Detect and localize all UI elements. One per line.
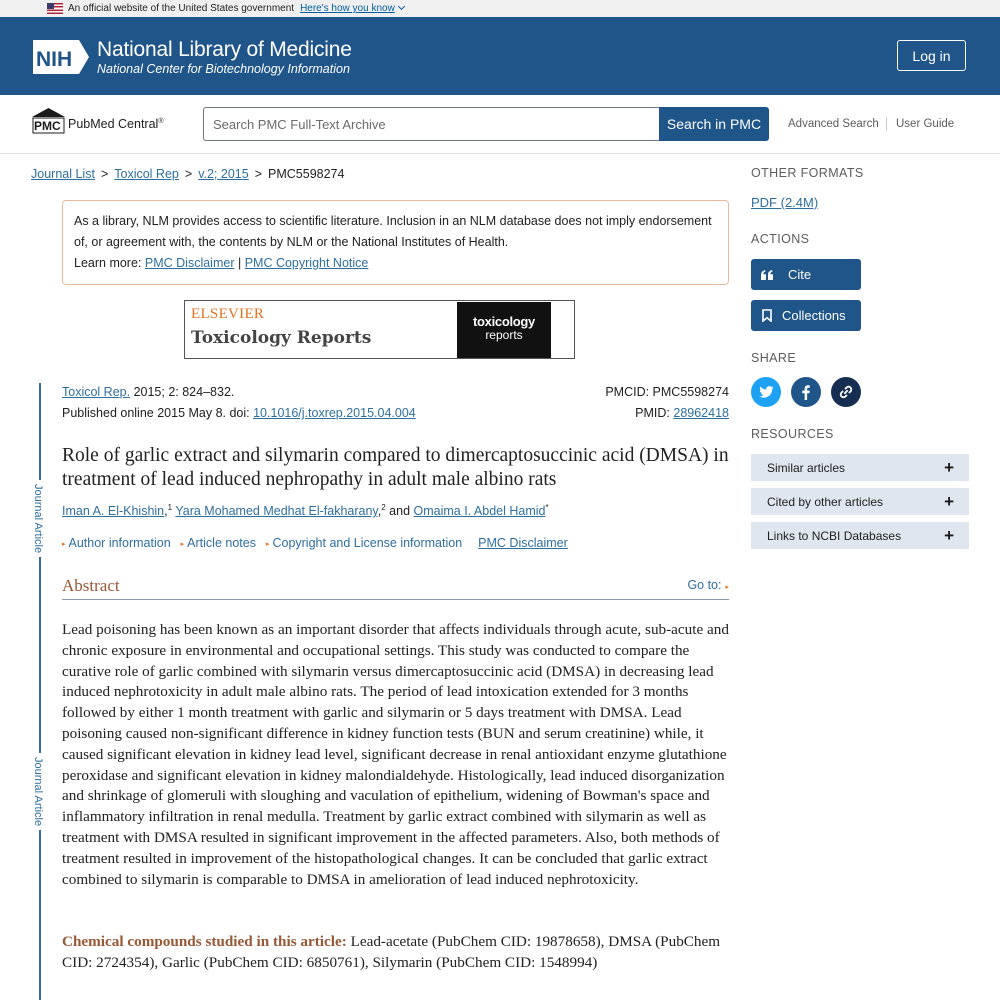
author-affiliation[interactable]: 1	[167, 503, 173, 512]
abstract-heading: Abstract	[62, 576, 120, 595]
author-affiliation[interactable]: 2	[381, 503, 386, 512]
search-button[interactable]: Search in PMC	[659, 107, 769, 141]
ncbi-links-label: Links to NCBI Databases	[767, 528, 902, 543]
pmc-disclaimer-link-article[interactable]: PMC Disclaimer	[478, 536, 568, 550]
cited-by-label: Cited by other articles	[767, 494, 884, 509]
breadcrumb-current: PMC5598274	[268, 167, 345, 181]
triangle-right-icon: ▸	[725, 584, 729, 591]
breadcrumb-journal-list[interactable]: Journal List	[31, 167, 95, 181]
triangle-right-icon: ▸	[180, 541, 185, 548]
ncbi-links-accordion[interactable]	[751, 522, 969, 549]
chemical-compounds-text: Lead-acetate (PubChem CID: 19878658), DMSA (PubChem CID: 2724354), Garlic (PubChem CID: 6850761), Silymarin (PubChem CID: 1548994)	[62, 933, 721, 971]
triangle-right-icon: ▸	[265, 541, 270, 548]
link-icon	[838, 384, 854, 400]
similar-articles-accordion[interactable]	[751, 454, 969, 481]
article-side-line	[39, 383, 41, 1000]
login-button[interactable]: Log in	[897, 40, 966, 71]
svg-text:PMC: PMC	[34, 119, 61, 133]
pmid-line	[635, 406, 729, 420]
pmc-logo-icon[interactable]	[31, 106, 66, 134]
resources-heading: RESOURCES	[751, 427, 834, 441]
author-link[interactable]: Iman A. El-Khishin	[62, 504, 165, 519]
nlm-notice	[62, 200, 729, 285]
publisher-name: ELSEVIER	[191, 306, 265, 322]
cite-button[interactable]	[751, 259, 861, 290]
journal-name: Toxicology Reports	[191, 328, 372, 348]
copyright-info-toggle[interactable]: ▸ Copyright and License information	[265, 536, 463, 550]
citation-line	[62, 385, 234, 399]
plus-icon: +	[944, 526, 954, 545]
breadcrumb-toxicol-rep[interactable]: Toxicol Rep	[114, 167, 179, 181]
journal-article-side-tab: Journal Article	[32, 753, 44, 830]
chemical-compounds-label: Chemical compounds studied in this article:	[62, 933, 347, 950]
abstract-heading-bar	[62, 576, 729, 600]
learn-more-label: Learn more:	[74, 256, 142, 270]
article-info-links	[62, 536, 568, 550]
triangle-right-icon: ▸	[62, 541, 66, 548]
breadcrumb-separator: >	[254, 167, 263, 181]
plus-icon: +	[944, 492, 954, 511]
cited-by-accordion[interactable]	[751, 488, 969, 515]
other-formats-heading: OTHER FORMATS	[751, 166, 864, 180]
breadcrumb-separator: >	[184, 167, 193, 181]
pmc-copyright-link[interactable]: PMC Copyright Notice	[244, 256, 369, 270]
breadcrumb	[31, 167, 344, 181]
authors: Iman A. El-Khishin,$^1$ Yara Mohamed Medhat El-fakharany,$^2$ and Omaima I. Abdel Hamid*	[62, 503, 549, 519]
gov-banner	[0, 0, 1000, 17]
author-link[interactable]: Yara Mohamed Medhat El-fakharany	[175, 504, 378, 519]
chemical-compounds	[62, 932, 729, 974]
cite-label: Cite	[788, 267, 812, 282]
bookmark-icon	[760, 309, 774, 322]
journal-article-side-tab: Journal Article	[32, 480, 44, 557]
published-text: Published online 2015 May 8. doi:	[62, 406, 254, 420]
pmcid: PMCID: PMC5598274	[605, 385, 729, 399]
author-link[interactable]: Omaima I. Abdel Hamid	[413, 504, 546, 519]
go-to-menu[interactable]: Go to: ▸	[687, 578, 729, 592]
pmid-label: PMID:	[635, 406, 674, 420]
article-title: Role of garlic extract and silymarin compared to dimercaptosuccinic acid (DMSA) in treatment of lead induced nephropathy in adult male albino rats	[62, 445, 729, 490]
breadcrumb-volume[interactable]: v.2; 2015	[198, 167, 249, 181]
pdf-link[interactable]: PDF (2.4M)	[751, 195, 819, 210]
notice-divider: |	[237, 256, 242, 270]
plus-icon: +	[944, 458, 954, 477]
pmc-search-bar	[0, 95, 1000, 154]
pmc-disclaimer-link[interactable]: PMC Disclaimer	[144, 256, 235, 270]
journal-logo: toxicology reports	[457, 302, 551, 358]
advanced-search-link[interactable]: Advanced Search	[788, 118, 879, 130]
twitter-share-button[interactable]	[751, 377, 781, 407]
user-guide-link[interactable]: User Guide	[896, 118, 955, 130]
nih-header	[0, 17, 1000, 95]
search-input[interactable]	[203, 107, 660, 141]
citation-volume: 2015; 2: 824–832.	[133, 385, 235, 399]
collections-label: Collections	[782, 308, 846, 323]
nih-logo-icon[interactable]	[31, 38, 91, 76]
twitter-icon	[759, 386, 774, 398]
chevron-down-icon	[398, 3, 405, 10]
author-information-toggle[interactable]: ▸ Author information	[62, 536, 171, 550]
quote-icon	[760, 270, 774, 280]
article-notes-toggle[interactable]: ▸ Article notes	[180, 536, 256, 550]
copy-link-button[interactable]	[831, 377, 861, 407]
journal-banner[interactable]	[184, 300, 575, 359]
collections-button[interactable]	[751, 300, 861, 331]
svg-text:NIH: NIH	[36, 48, 73, 71]
pmid-link[interactable]: 28962418	[673, 406, 729, 420]
site-subtitle: National Center for Biotechnology Information	[97, 62, 350, 76]
pubmed-central-label[interactable]: PubMed Central®	[68, 117, 164, 131]
heres-how-you-know-link[interactable]: Here's how you know	[300, 3, 404, 14]
doi-link[interactable]: 10.1016/j.toxrep.2015.04.004	[253, 406, 416, 420]
share-heading: SHARE	[751, 351, 797, 365]
facebook-icon	[802, 385, 810, 400]
published-line	[62, 406, 416, 420]
actions-heading: ACTIONS	[751, 232, 810, 246]
author-affiliation[interactable]: *	[545, 503, 549, 512]
journal-link[interactable]: Toxicol Rep.	[62, 385, 131, 399]
gov-banner-text: An official website of the United States government	[68, 3, 295, 14]
site-title[interactable]: National Library of Medicine	[97, 38, 352, 61]
facebook-share-button[interactable]	[791, 377, 821, 407]
abstract-text: Lead poisoning has been known as an important disorder that affects individuals through acute, sub-acute and chronic exposure in environmental and occupational settings. This study was conducted to compare the curative role of garlic combined with silymarin versus dimercaptosuccinic acid (DMSA) in decreasing lead induced nephrotoxicity in adult male albino rats. The period of lead intoxication extended for 3 months followed by either 1 month treatment with garlic and silymarin or 5 days treatment with DMSA. Lead poisoning caused non-significant difference in kidney function tests (BUN and serum creatinine) while, it caused significant elevation in kidney lead level, significant decrease in renal antioxidant enzyme glutathione peroxidase and significant elevation in kidney malondialdehyde. Histologically, lead induced disorganization and shrinkage of glomeruli with sloughing and vaculation of epithelium, widening of Bowman's space and inflammatory infiltration in renal medulla. Treatment by garlic extract combined with silymarin as well as treatment with DMSA resulted in significant improvement in the affected parameters. Also, both methods of treatment resulted in improvement of the histopathological changes. It can be concluded that garlic extract combined to silymarin is comparable to DMSA in amelioration of lead induced nephrotoxicity.	[62, 621, 729, 888]
link-divider	[886, 117, 887, 131]
breadcrumb-separator: >	[100, 167, 109, 181]
notice-text: As a library, NLM provides access to scientific literature. Inclusion in an NLM database does not imply endorsement of, or agreement with, the contents by NLM or the National Institutes of Health.	[74, 214, 712, 249]
us-flag-icon	[47, 3, 63, 14]
similar-articles-label: Similar articles	[767, 460, 846, 475]
